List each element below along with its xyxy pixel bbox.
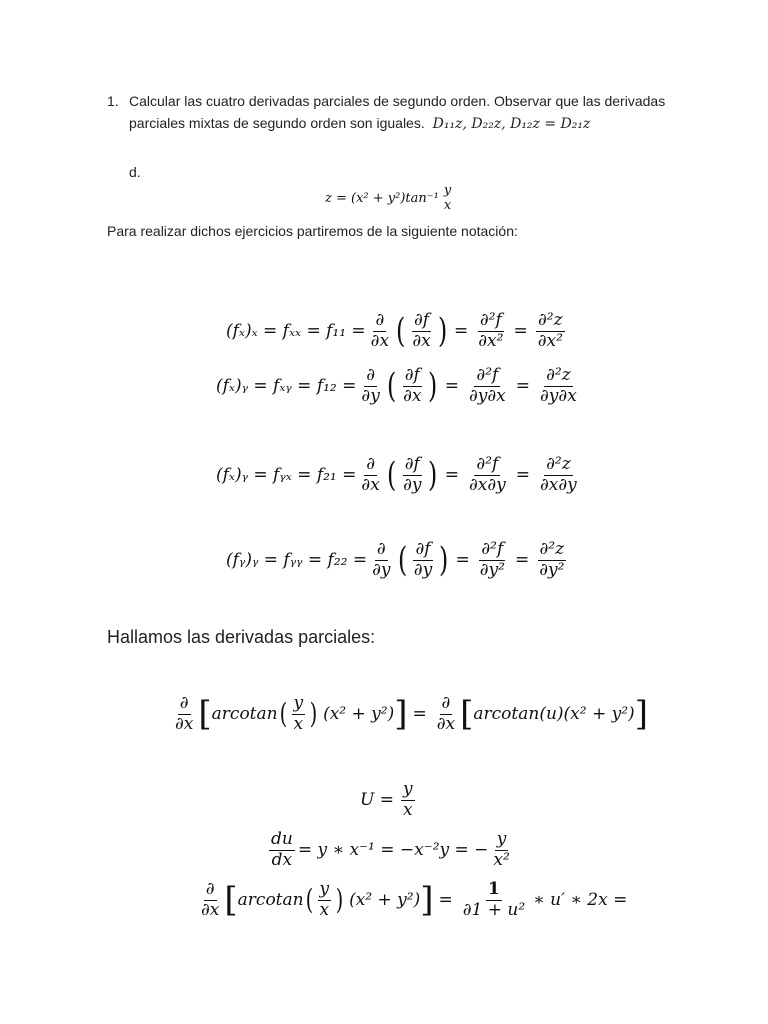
- u-fraction: [401, 780, 415, 820]
- y-over-x-2: [318, 880, 332, 920]
- equals-sign: =: [444, 376, 459, 397]
- result-f-fraction: [467, 455, 508, 495]
- dx-den: dx: [271, 849, 293, 870]
- problem-statement-line2: parciales mixtas de segundo orden son iguales.: [129, 115, 425, 131]
- notation-lhs: (fₓ)ₓ = fₓₓ = f₁₁ =: [226, 321, 366, 342]
- left-paren: (: [279, 697, 287, 731]
- frac-y: y: [293, 693, 304, 713]
- op2-num: ∂: [205, 879, 215, 899]
- r2-num: ∂²z: [538, 310, 563, 330]
- frac2-y: y: [319, 879, 330, 899]
- equals-sign: =: [455, 550, 470, 571]
- function-frac-den: x: [443, 197, 452, 213]
- inner-den: ∂x: [412, 330, 431, 351]
- notation-row: [216, 455, 582, 495]
- derivative-equation-1: [170, 694, 648, 734]
- notation-operator: [359, 455, 381, 495]
- frac2-x: x: [319, 899, 330, 920]
- function-equation: [325, 184, 456, 214]
- equals-sign: =: [515, 376, 531, 397]
- op-den: ∂y: [372, 559, 391, 580]
- op2-den: ∂x: [201, 899, 220, 920]
- r2-den: ∂y∂x: [540, 385, 577, 406]
- right-paren: ): [428, 366, 438, 407]
- left-bracket-2: [: [224, 880, 238, 921]
- notation-lhs: (fᵧ)ᵧ = fᵧᵧ = f₂₂ =: [226, 550, 368, 571]
- inner-num: ∂f: [404, 365, 420, 385]
- part-label: d.: [129, 164, 141, 180]
- r2-den: ∂x∂y: [540, 474, 577, 495]
- problem-statement-line1: Calcular las cuatro derivadas parciales de segundo orden. Observar que las derivadas: [129, 93, 666, 109]
- x2-den: x²: [493, 849, 510, 870]
- notation-operator: [369, 311, 391, 351]
- du-dx-equation: [266, 830, 515, 870]
- y2-num: y: [496, 829, 507, 849]
- r2-den: ∂y²: [539, 559, 565, 580]
- equals-sign: =: [515, 465, 531, 486]
- inner-fraction: [412, 540, 434, 580]
- problem-number: 1.: [107, 93, 119, 109]
- result-f-fraction: [478, 540, 507, 580]
- op-den: ∂x: [175, 713, 194, 734]
- du-dx-fraction: [269, 830, 295, 870]
- u-lhs: U =: [360, 790, 394, 811]
- one-num: 1: [488, 879, 500, 899]
- du-num: du: [271, 829, 293, 849]
- rhs-op-den: ∂x: [436, 713, 456, 734]
- op-den: ∂x: [361, 474, 380, 495]
- op-den: ∂y: [361, 385, 380, 406]
- equals-sign: =: [412, 704, 427, 725]
- u-equation: [360, 780, 418, 820]
- frac-x: x: [293, 713, 304, 734]
- result-z-fraction: [538, 455, 579, 495]
- inner-num: ∂f: [404, 454, 420, 474]
- inner-num: ∂f: [415, 539, 431, 559]
- left-paren: (: [396, 311, 406, 352]
- op-num: ∂: [366, 454, 375, 474]
- derivative-equation-2: [196, 880, 627, 920]
- equals-sign: =: [453, 321, 469, 342]
- r1-num: ∂²f: [481, 539, 504, 559]
- arcotan-label: arcotan: [211, 704, 278, 725]
- op-num: ∂: [375, 310, 385, 330]
- intro-text: Para realizar dichos ejercicios partiremos de la siguiente notación:: [107, 223, 518, 239]
- notation-lhs: (fₓ)ᵧ = fᵧₓ = f₂₁ =: [216, 465, 357, 486]
- result-f-fraction: [467, 366, 508, 406]
- inner-num: ∂f: [413, 310, 430, 330]
- tail-term: (x² + y²): [323, 704, 395, 725]
- rhs-right-bracket: ]: [634, 694, 648, 735]
- r2-num: ∂²z: [546, 365, 571, 385]
- r1-num: ∂²f: [476, 365, 499, 385]
- right-paren: ): [439, 540, 449, 581]
- r1-den: ∂y²: [479, 559, 505, 580]
- r2-den: ∂x²: [537, 330, 563, 351]
- right-bracket: ]: [394, 694, 408, 735]
- partial-x-operator: [173, 694, 195, 734]
- op-num: ∂: [376, 539, 386, 559]
- after-fraction: ∗ u′ ∗ 2x =: [533, 890, 628, 911]
- right-paren: ): [437, 311, 447, 352]
- inner-fraction: [401, 366, 423, 406]
- inner-den: ∂y: [413, 559, 433, 580]
- inner-den: ∂y: [403, 474, 422, 495]
- result-z-fraction: [537, 540, 566, 580]
- left-paren: (: [386, 455, 397, 496]
- r1-num: ∂²f: [476, 454, 499, 474]
- notation-row: [226, 540, 569, 580]
- y-over-x: [292, 694, 306, 734]
- u-num: y: [402, 779, 413, 799]
- right-bracket-2: ]: [420, 880, 434, 921]
- result-f-fraction: [476, 311, 505, 351]
- function-lhs: z = (x² + y²)tan⁻¹: [325, 191, 439, 207]
- equals-sign: =: [444, 465, 459, 486]
- equals-sign-2: =: [438, 890, 453, 911]
- right-paren: ): [428, 455, 438, 496]
- notation-lhs: (fₓ)ᵧ = fₓᵧ = f₁₂ =: [216, 376, 357, 397]
- result-z-fraction: [538, 366, 579, 406]
- r1-den: ∂x∂y: [468, 474, 506, 495]
- rhs-partial-x-operator: [435, 694, 457, 734]
- inner-den: ∂x: [403, 385, 422, 406]
- result-z-fraction: [536, 311, 565, 351]
- problem-notation: D₁₁z, D₂₂z, D₁₂z = D₂₁z: [432, 116, 591, 132]
- r1-den: ∂y∂x: [468, 385, 506, 406]
- rhs-body: arcotan(u)(x² + y²): [473, 704, 635, 725]
- notation-row: [216, 366, 582, 406]
- left-paren: (: [397, 540, 407, 581]
- notation-operator: [359, 366, 381, 406]
- left-bracket: [: [198, 694, 212, 735]
- inner-fraction: [410, 311, 432, 351]
- op-num: ∂: [179, 693, 189, 713]
- function-fraction: [442, 184, 453, 214]
- rhs-left-bracket: [: [460, 694, 474, 735]
- rhs-op-num: ∂: [441, 693, 451, 713]
- left-paren-2: (: [305, 883, 313, 917]
- one-over-1-plus-u2: [461, 880, 527, 920]
- r1-num: ∂²f: [479, 310, 502, 330]
- partial-x-operator-2: [199, 880, 221, 920]
- op-den: ∂x: [370, 330, 390, 351]
- equals-sign: =: [513, 321, 528, 342]
- notation-operator: [370, 540, 392, 580]
- arcotan-label-2: arcotan: [237, 890, 304, 911]
- r2-num: ∂²z: [546, 454, 571, 474]
- r1-den: ∂x²: [478, 330, 504, 351]
- u-den: x: [402, 799, 413, 820]
- inner-fraction: [401, 455, 423, 495]
- du-middle: = y ∗ x⁻¹ = −x⁻²y = −: [297, 840, 489, 861]
- notation-row: [226, 311, 568, 351]
- op-num: ∂: [366, 365, 375, 385]
- problem-statement-line2-row: [129, 113, 590, 135]
- function-frac-num: y: [443, 183, 452, 198]
- right-paren: ): [309, 697, 318, 731]
- tail-term-2: (x² + y²): [349, 890, 421, 911]
- one-den: ∂1 + u²: [462, 899, 526, 920]
- y-over-x2: [491, 830, 511, 870]
- right-paren-2: ): [335, 883, 344, 917]
- left-paren: (: [386, 366, 397, 407]
- section-heading: Hallamos las derivadas parciales:: [107, 627, 376, 647]
- equals-sign: =: [514, 550, 530, 571]
- r2-num: ∂²z: [539, 539, 565, 559]
